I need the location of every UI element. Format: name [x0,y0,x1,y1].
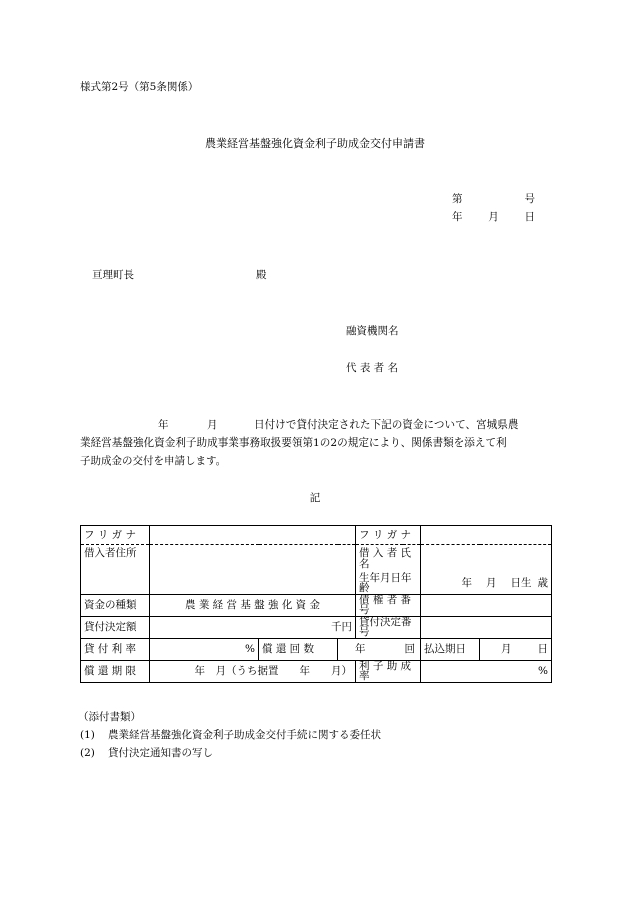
day-label: 日 [524,211,535,223]
year-label: 年 [452,211,463,223]
dai-label: 第 [452,193,463,205]
institution-label: 融資機関名 [346,325,399,337]
body-line-2: 業経営基盤強化資金利子助成事業事務取扱要領第1の2の規定により、関係書類を添えて利 [80,437,507,449]
borrower-name-value[interactable] [421,545,552,573]
loan-amount-value[interactable]: 千円 [150,616,356,638]
furigana-left-value[interactable] [150,526,356,545]
furigana-right-value[interactable] [421,526,552,545]
go-label: 号 [524,193,535,205]
loan-decision-number-value[interactable] [421,616,552,638]
ki-heading: 記 [309,492,321,504]
creditor-number-label: 債 権 者 番 号 [356,594,421,616]
birth-day-label: 日生 [510,576,532,589]
interest-rate-value[interactable]: % [150,638,259,660]
attachment-text-2: 貸付決定通知書の写し [108,747,213,759]
repay-period-label: 償 還 期 限 [81,660,150,682]
age-label: 歳 [537,576,549,589]
document-title: 農業経営基盤強化資金利子助成金交付申請書 [205,137,425,150]
subsidy-rate-label: 利 子 助 成 率 [356,660,421,682]
repay-times-label: 回 [404,642,416,655]
interest-rate-label: 貸 付 利 率 [81,638,150,660]
fund-type-value: 農 業 経 営 基 盤 強 化 資 金 [150,594,356,616]
repay-year-label: 年 [355,642,366,655]
birth-month-label: 月 [486,576,497,589]
addressee-name: 亘理町長 [92,269,134,281]
repay-period-value[interactable]: 年 月（うち据置 年 月） [150,660,356,682]
loan-decision-number-label: 貸付決定番号 [356,616,421,638]
application-table [80,525,552,683]
document-number-line [452,194,535,205]
body-line-3: 子助成金の交付を申請します。 [80,455,227,467]
furigana-left-label: フ リ ガ ナ [81,526,150,545]
repay-count-value[interactable] [338,638,421,660]
month-label: 月 [488,211,499,223]
date-line [452,212,535,223]
attachments-heading: （添付書類） [78,711,141,723]
borrower-name-label: 借 入 者 氏 名 [356,545,421,573]
repay-count-label: 償 還 回 数 [259,638,338,660]
body-date-year: 年 [158,419,169,431]
birth-year-label: 年 [461,576,473,589]
borrower-address-label: 借入者住所 [81,545,150,595]
representative-label: 代 表 者 名 [346,362,399,374]
loan-amount-label: 貸付決定額 [81,616,150,638]
creditor-number-value[interactable] [421,594,552,616]
subsidy-rate-value[interactable]: % [421,660,552,682]
payment-month-label: 月 [501,642,512,655]
fund-type-label: 資金の種類 [81,594,150,616]
addressee-honorific: 殿 [256,269,267,281]
borrower-address-value[interactable] [150,545,356,595]
birthdate-value[interactable] [421,573,552,595]
attachment-text-1: 農業経営基盤強化資金利子助成金交付手続に関する委任状 [108,729,381,741]
payment-date-value[interactable] [480,638,552,660]
furigana-right-label: フ リ ガ ナ [356,526,421,545]
payment-day-label: 日 [537,642,549,655]
birthdate-label: 生年月日年齢 [356,573,421,595]
body-line-1: 日付けで貸付決定された下記の資金について、宮城県農 [254,419,519,431]
body-date-month: 月 [207,419,218,431]
payment-date-label: 払込期日 [421,638,480,660]
attachment-num-2: (2) [80,747,95,759]
form-number: 様式第2号（第5条関係） [80,81,199,93]
attachment-num-1: (1) [80,729,95,741]
